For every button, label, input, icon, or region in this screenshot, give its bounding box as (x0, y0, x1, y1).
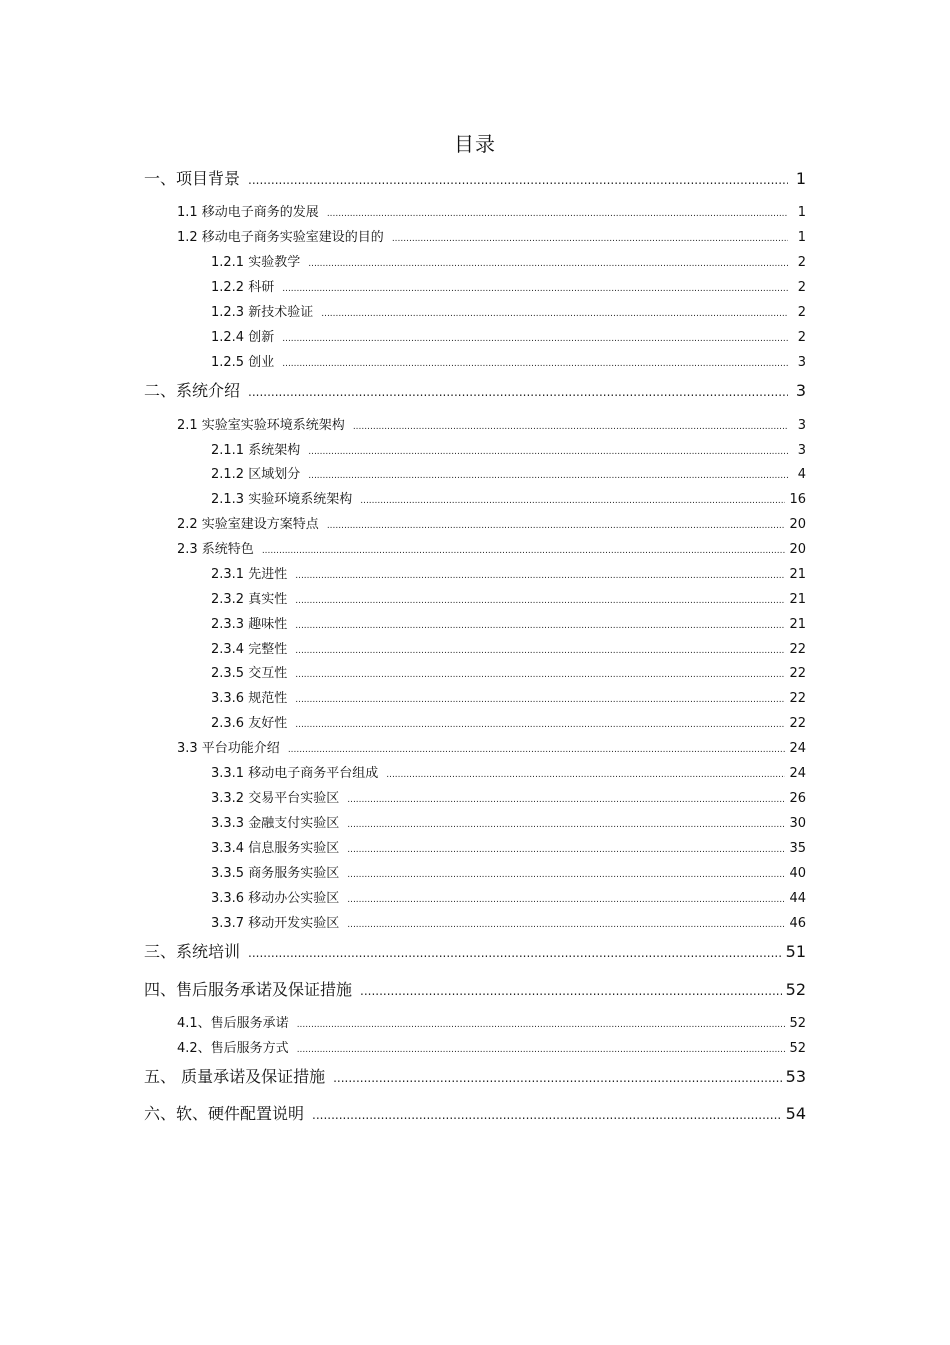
toc-entry-page-number: 52 (789, 1016, 806, 1031)
toc-entry-page-number: 53 (785, 1067, 806, 1086)
toc-entry-label: 4.2、售后服务方式 (177, 1041, 289, 1056)
toc-entry-label: 2.3 系统特色 (177, 542, 254, 557)
toc-entry-page-number: 51 (785, 942, 806, 961)
toc-entry-page-number: 46 (789, 916, 806, 931)
dot-leader (295, 617, 785, 635)
toc-entry[interactable] (144, 941, 806, 963)
toc-entry-label: 3.3.7 移动开发实验区 (211, 916, 340, 931)
dot-leader (308, 255, 788, 273)
toc-entry-page-number: 22 (789, 691, 806, 706)
toc-entry-page-number: 20 (789, 542, 806, 557)
toc-entry[interactable] (177, 1040, 806, 1058)
toc-entry-label: 2.3.6 友好性 (211, 716, 288, 731)
dot-leader (312, 1104, 782, 1126)
dot-leader (282, 280, 788, 298)
toc-entry[interactable] (177, 740, 806, 758)
toc-entry-page-number: 22 (789, 642, 806, 657)
toc-entry-label: 1.2.1 实验教学 (211, 255, 301, 270)
toc-entry[interactable] (211, 865, 806, 883)
toc-entry[interactable] (211, 715, 806, 733)
toc-entry[interactable] (144, 979, 806, 1001)
toc-entry-page-number: 35 (789, 841, 806, 856)
toc-entry-label: 1.2.5 创业 (211, 355, 275, 370)
toc-entry[interactable] (211, 690, 806, 708)
toc-entry-label: 2.1.3 实验环境系统架构 (211, 492, 353, 507)
dot-leader (386, 766, 785, 784)
toc-entry-page-number: 30 (789, 816, 806, 831)
toc-entry[interactable] (211, 790, 806, 808)
toc-entry[interactable] (211, 354, 806, 372)
toc-entry-page-number: 3 (797, 355, 806, 370)
dot-leader (282, 355, 788, 373)
toc-entry-page-number: 20 (789, 517, 806, 532)
toc-entry-label: 3.3.1 移动电子商务平台组成 (211, 766, 379, 781)
toc-entry-page-number: 40 (789, 866, 806, 881)
dot-leader (347, 866, 785, 884)
dot-leader (347, 841, 785, 859)
toc-entry-label: 4.1、售后服务承诺 (177, 1016, 289, 1031)
toc-entry[interactable] (211, 566, 806, 584)
toc-entry-label: 二、系统介绍 (144, 381, 241, 400)
toc-entry[interactable] (177, 541, 806, 559)
toc-entry-label: 1.2 移动电子商务实验室建设的目的 (177, 230, 384, 245)
dot-leader (360, 492, 785, 510)
dot-leader (327, 517, 786, 535)
toc-entry[interactable] (211, 641, 806, 659)
toc-entry[interactable] (144, 1103, 806, 1125)
toc-entry-page-number: 1 (797, 205, 806, 220)
toc-entry-label: 一、项目背景 (144, 169, 241, 188)
dot-leader (347, 916, 785, 934)
toc-entry-label: 1.2.4 创新 (211, 330, 275, 345)
toc-entry-label: 2.3.1 先进性 (211, 567, 288, 582)
toc-entry[interactable] (177, 229, 806, 247)
dot-leader (295, 691, 785, 709)
toc-entry[interactable] (211, 466, 806, 484)
toc-entry-page-number: 54 (785, 1104, 806, 1123)
dot-leader (248, 942, 782, 964)
toc-entry[interactable] (211, 591, 806, 609)
dot-leader (282, 330, 788, 348)
toc-entry[interactable] (144, 168, 806, 190)
toc-entry-label: 1.2.2 科研 (211, 280, 275, 295)
toc-entry-label: 3.3.3 金融支付实验区 (211, 816, 340, 831)
toc-entry-label: 3.3.6 规范性 (211, 691, 288, 706)
dot-leader (321, 305, 788, 323)
toc-entry-page-number: 52 (789, 1041, 806, 1056)
dot-leader (248, 169, 788, 191)
toc-entry-label: 2.1.1 系统架构 (211, 443, 301, 458)
toc-entry-label: 六、软、硬件配置说明 (144, 1104, 305, 1123)
toc-entry-label: 1.1 移动电子商务的发展 (177, 205, 319, 220)
toc-entry-page-number: 44 (789, 891, 806, 906)
toc-entry-page-number: 3 (795, 381, 806, 400)
dot-leader (297, 1016, 786, 1034)
toc-entry-label: 四、售后服务承诺及保证措施 (144, 980, 353, 999)
dot-leader (308, 467, 788, 485)
toc-entry-page-number: 3 (797, 443, 806, 458)
toc-entry-label: 2.2 实验室建设方案特点 (177, 517, 319, 532)
toc-entry[interactable] (211, 915, 806, 933)
toc-entry[interactable] (177, 417, 806, 435)
dot-leader (347, 791, 785, 809)
toc-entry[interactable] (211, 616, 806, 634)
dot-leader (353, 418, 788, 436)
toc-entry[interactable] (211, 815, 806, 833)
dot-leader (308, 443, 788, 461)
dot-leader (297, 1041, 786, 1059)
toc-entry[interactable] (211, 442, 806, 460)
toc-entry-page-number: 1 (795, 169, 806, 188)
toc-entry-page-number: 3 (797, 418, 806, 433)
toc-entry[interactable] (211, 765, 806, 783)
dot-leader (248, 381, 788, 403)
toc-entry-page-number: 21 (789, 592, 806, 607)
toc-entry-page-number: 21 (789, 617, 806, 632)
toc-entry[interactable] (144, 1066, 806, 1088)
dot-leader (347, 891, 785, 909)
toc-entry-label: 2.3.2 真实性 (211, 592, 288, 607)
toc-entry-label: 三、系统培训 (144, 942, 241, 961)
dot-leader (295, 592, 785, 610)
toc-entry-label: 3.3.2 交易平台实验区 (211, 791, 340, 806)
toc-entry-page-number: 4 (797, 467, 806, 482)
toc-entry-page-number: 52 (785, 980, 806, 999)
toc-entry-label: 2.3.4 完整性 (211, 642, 288, 657)
toc-entry-page-number: 24 (789, 741, 806, 756)
toc-entry-page-number: 1 (797, 230, 806, 245)
toc-entry-page-number: 26 (789, 791, 806, 806)
dot-leader (288, 741, 786, 759)
toc-entry[interactable] (177, 204, 806, 222)
dot-leader (295, 716, 785, 734)
toc-entry[interactable] (211, 329, 806, 347)
dot-leader (333, 1067, 782, 1089)
dot-leader (347, 816, 785, 834)
toc-entry[interactable] (211, 279, 806, 297)
toc-entry-page-number: 22 (789, 666, 806, 681)
dot-leader (295, 666, 785, 684)
toc-title: 目录 (454, 132, 496, 156)
toc-entry-label: 3.3 平台功能介绍 (177, 741, 280, 756)
toc-entry[interactable] (211, 840, 806, 858)
toc-entry-page-number: 16 (789, 492, 806, 507)
dot-leader (327, 205, 788, 223)
toc-entry-label: 3.3.5 商务服务实验区 (211, 866, 340, 881)
dot-leader (295, 567, 785, 585)
dot-leader (295, 642, 785, 660)
toc-entry-label: 3.3.6 移动办公实验区 (211, 891, 340, 906)
toc-entry-label: 2.3.3 趣味性 (211, 617, 288, 632)
toc-entry-label: 2.1 实验室实验环境系统架构 (177, 418, 345, 433)
toc-entry[interactable] (177, 1015, 806, 1033)
toc-entry[interactable] (211, 890, 806, 908)
toc-entry[interactable] (144, 380, 806, 402)
toc-entry-page-number: 2 (797, 330, 806, 345)
toc-entry[interactable] (211, 491, 806, 509)
dot-leader (262, 542, 786, 560)
toc-entry-page-number: 2 (797, 305, 806, 320)
toc-entry-label: 2.3.5 交互性 (211, 666, 288, 681)
toc-entry[interactable] (211, 304, 806, 322)
toc-entry-page-number: 22 (789, 716, 806, 731)
toc-entry-label: 1.2.3 新技术验证 (211, 305, 314, 320)
toc-entry-page-number: 21 (789, 567, 806, 582)
dot-leader (360, 980, 782, 1002)
toc-entry[interactable] (177, 516, 806, 534)
toc-entry-page-number: 2 (797, 255, 806, 270)
toc-entry[interactable] (211, 665, 806, 683)
toc-entry[interactable] (211, 254, 806, 272)
toc-entry-page-number: 24 (789, 766, 806, 781)
dot-leader (392, 230, 788, 248)
toc-entry-page-number: 2 (797, 280, 806, 295)
toc-entry-label: 2.1.2 区域划分 (211, 467, 301, 482)
toc-entry-label: 3.3.4 信息服务实验区 (211, 841, 340, 856)
toc-entry-label: 五、 质量承诺及保证措施 (144, 1067, 326, 1086)
